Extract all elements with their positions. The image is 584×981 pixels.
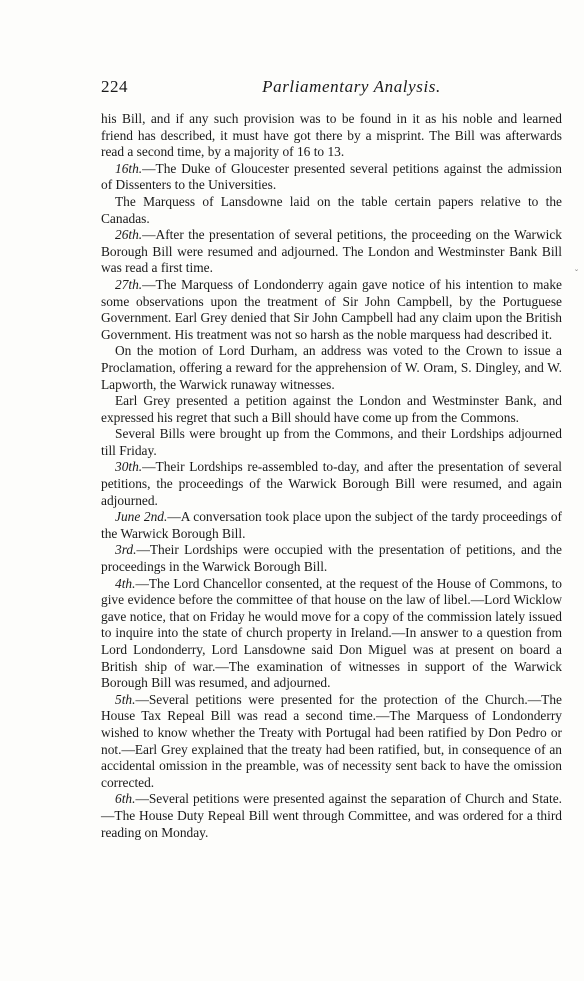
entry-date: 4th. <box>115 575 136 591</box>
entry-date: 16th. <box>115 160 143 176</box>
paragraph-text: On the motion of Lord Durham, an address was voted to the Crown to issue a Proclamation, offering a reward for the apprehension of W. Oram, S. Dingley, and W. Lapworth, the Warwick runaway witnesses. <box>101 343 562 392</box>
entry-date: 6th. <box>115 791 136 807</box>
paragraph <box>101 277 562 343</box>
paragraph <box>101 692 562 792</box>
paragraph <box>101 194 562 227</box>
paragraph <box>101 459 562 509</box>
margin-mark: ˘ <box>575 268 578 278</box>
paragraph-text: —A conversation took place upon the subject of the tardy proceedings of the Warwick Borough Bill. <box>101 509 562 541</box>
entry-date: June 2nd. <box>115 509 168 525</box>
entry-date: 27th. <box>115 276 143 292</box>
body-text <box>101 111 562 841</box>
paragraph <box>101 542 562 575</box>
paragraph-text: Earl Grey presented a petition against the London and Westminster Bank, and expressed his regret that such a Bill should have come up from the Commons. <box>101 393 562 425</box>
paragraph-text: —Their Lordships were occupied with the presentation of petitions, and the proceedings in the Warwick Borough Bill. <box>101 542 562 575</box>
entry-date: 5th. <box>115 691 136 707</box>
page-number: 224 <box>101 77 128 96</box>
paragraph <box>101 509 562 542</box>
paragraph-text: Several Bills were brought up from the Commons, and their Lordships adjourned till Friday. <box>101 426 562 458</box>
paragraph <box>101 393 562 426</box>
paragraph-text: —Several petitions were presented for the protection of the Church.—The House Tax Repeal Bill was read a second time.—The Marquess of Londonderry wished to know whether the Treaty with Portugal had been ratified by Don Pedro or not.—Earl Grey explained that the treaty had been ratified, but, in consequence of an accidental omission in the preamble, was of necessity sent back to have the omission corrected. <box>101 691 562 790</box>
paragraph-text: his Bill, and if any such provision was to be found in it as his noble and learned friend has described, it must have got there by a misprint. The Bill was afterwards read a second time, by a majority of 16 to 13. <box>101 111 562 160</box>
paragraph <box>101 111 562 161</box>
paragraph-text: —The Duke of Gloucester presented several petitions against the admission of Dissenters to the Universities. <box>101 160 562 193</box>
paragraph <box>101 791 562 841</box>
paragraph-text: The Marquess of Lansdowne laid on the table certain papers relative to the Canadas. <box>101 193 562 226</box>
paragraph <box>101 576 562 692</box>
paragraph <box>101 426 562 459</box>
entry-date: 3rd. <box>115 542 137 558</box>
paragraph-text: —The Lord Chancellor consented, at the request of the House of Commons, to give evidence before the committee of that house on the law of libel.—Lord Wicklow gave notice, that on Friday he would move for a copy of the commission lately issued to inquire into the state of church property in Ireland.—In answer to a question from Lord Londonderry, Lord Lansdowne said Don Miguel was at present on board a British ship of war.—The examination of witnesses in support of the Warwick Borough Bill was resumed, and adjourned. <box>101 575 562 691</box>
entry-date: 26th. <box>115 227 143 243</box>
running-title: Parliamentary Analysis. <box>262 77 441 96</box>
paragraph-text: —After the presentation of several petitions, the proceeding on the Warwick Borough Bill were resumed and adjourned. The London and Westminster Bank Bill was read a first time. <box>101 227 562 276</box>
paragraph <box>101 343 562 393</box>
paragraph <box>101 227 562 277</box>
entry-date: 30th. <box>115 459 143 475</box>
paragraph <box>101 161 562 194</box>
paragraph-text: —Several petitions were presented against the separation of Church and State.—The House Duty Repeal Bill went through Committee, and was ordered for a third reading on Monday. <box>101 791 562 840</box>
paragraph-text: —The Marquess of Londonderry again gave notice of his intention to make some observations upon the treatment of Sir John Campbell, by the Portuguese Government. Earl Grey denied that Sir John Campbell had any claim upon the British Government. His treatment was not so harsh as the noble marquess had described it. <box>101 276 562 342</box>
paragraph-text: —Their Lordships re-assembled to-day, and after the presentation of several petitions, the proceedings of the Warwick Borough Bill were resumed, and again adjourned. <box>101 459 562 508</box>
page-header <box>101 77 562 107</box>
